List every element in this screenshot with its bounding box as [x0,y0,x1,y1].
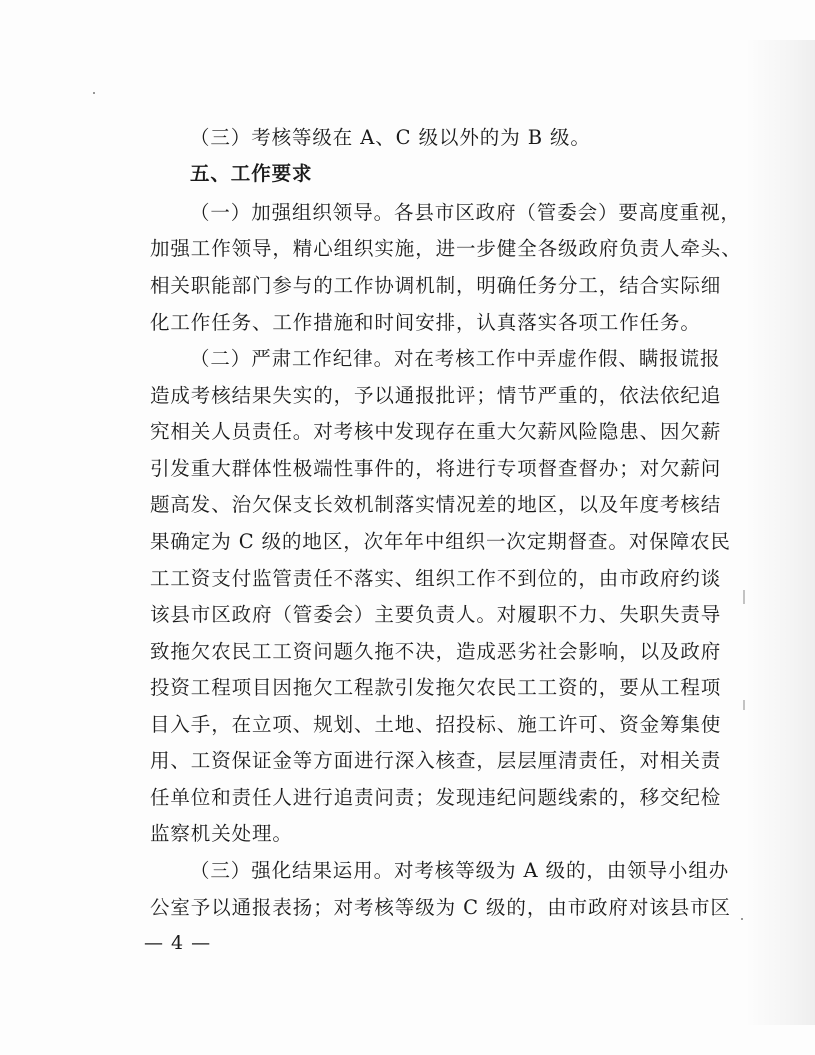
text-line: 用、工资保证金等方面进行深入核查，层层厘清责任，对相关责 [150,749,722,772]
text-line: 监察机关处理。 [150,822,293,845]
text-line: 投资工程项目因拖欠工程款引发拖欠农民工工资的，要从工程项 [150,676,722,699]
text-line: 题高发、治欠保支长效机制落实情况差的地区，以及年度考核结 [150,493,722,516]
text-line: 造成考核结果失实的，予以通报批评；情节严重的，依法依纪追 [150,384,722,407]
scan-mark [743,590,745,604]
text-line: 究相关人员责任。对考核中发现存在重大欠薪风险隐患、因欠薪 [150,420,722,443]
text-line: 工工资支付监管责任不落实、组织工作不到位的，由市政府约谈 [150,567,722,590]
text-line: 致拖欠农民工工资问题久拖不决，造成恶劣社会影响，以及政府 [150,640,722,663]
text-line: 果确定为 C 级的地区，次年年中组织一次定期督查。对保障农民 [150,530,731,553]
text-line: 目入手，在立项、规划、土地、招投标、施工许可、资金筹集使 [150,713,722,736]
text-line: （三）强化结果运用。对考核等级为 A 级的，由领导小组办 [190,859,730,882]
scan-mark [743,700,745,710]
page-number: — 4 — [144,932,212,954]
text-line: 任单位和责任人进行追责问责；发现违纪问题线索的，移交纪检 [150,786,722,809]
text-line: 相关职能部门参与的工作协调机制，明确任务分工，结合实际细 [150,274,722,297]
section-heading: 五、工作要求 [190,162,313,185]
scan-shadow [745,40,815,1025]
text-line: 加强工作领导，精心组织实施，进一步健全各级政府负责人牵头、 [150,237,742,260]
text-line: 公室予以通报表扬；对考核等级为 C 级的，由市政府对该县市区 [150,896,731,919]
scan-speck [93,92,95,94]
text-line: （二）严肃工作纪律。对在考核工作中弄虚作假、瞒报谎报 [190,347,721,370]
scan-speck [741,918,743,920]
text-line: （三）考核等级在 A、C 级以外的为 B 级。 [190,126,591,149]
text-line: （一）加强组织领导。各县市区政府（管委会）要高度重视， [190,201,741,224]
text-line: 化工作任务、工作措施和时间安排，认真落实各项工作任务。 [150,311,701,334]
text-line: 该县市区政府（管委会）主要负责人。对履职不力、失职失责导 [150,603,722,626]
text-line: 引发重大群体性极端性事件的，将进行专项督查督办；对欠薪问 [150,457,722,480]
